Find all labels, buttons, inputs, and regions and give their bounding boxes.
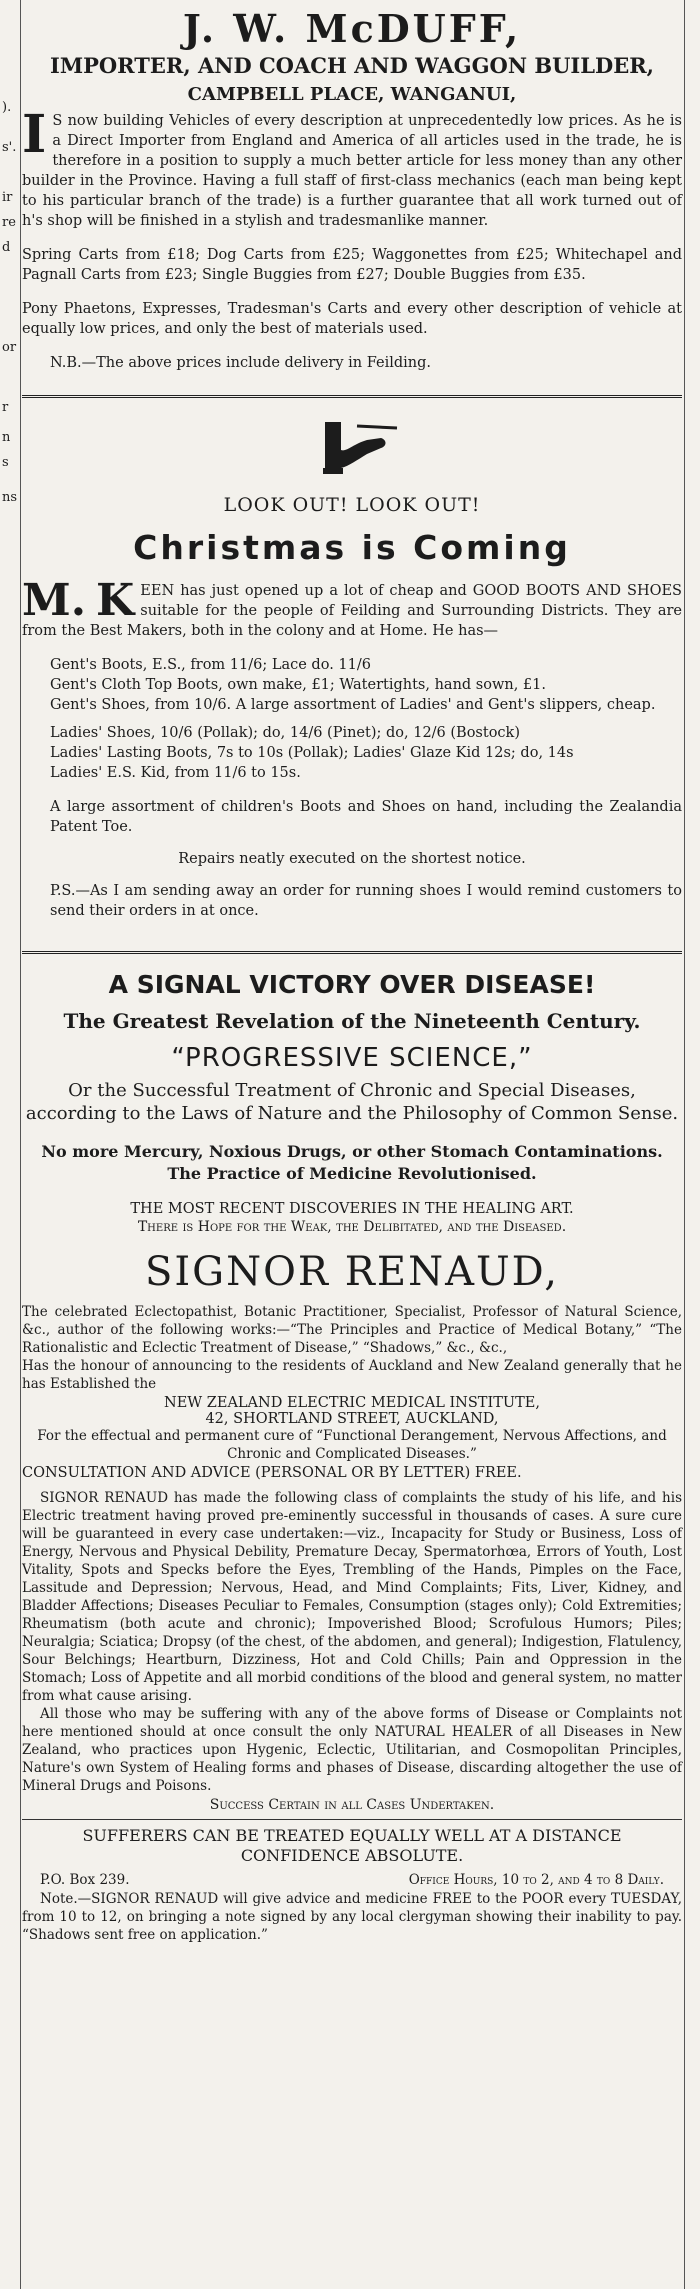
keen-ps: P.S.—As I am sending away an order for running shoes I would remind customers to send their orders in at once. [50,883,682,919]
list-item: Gent's Boots, E.S., from 11/6; Lace do. 11/6 [50,657,371,673]
mcduff-address: CAMPBELL PLACE, WANGANUI, [187,84,517,105]
list-item: Ladies' E.S. Kid, from 11/6 to 15s. [50,765,301,781]
mcduff-body [22,104,682,231]
list-item: Ladies' Lasting Boots, 7s to 10s (Pollak); Ladies' Glaze Kid 12s; do, 14s [50,745,574,761]
mcduff-prices: Spring Carts from £18; Dog Carts from £25; Waggonettes from £25; Whitechapel and Pagnall Carts from £23; Single Buggies from £27; Double Buggies from £35. [22,247,682,283]
christmas-heading: Christmas is Coming [133,528,571,567]
keen-boots-advertisement [22,416,682,921]
list-item: Ladies' Shoes, 10/6 (Pollak); do, 14/6 (Pinet); do, 12/6 (Bostock) [50,725,520,741]
list-item: Gent's Cloth Top Boots, own make, £1; Watertights, hand sown, £1. [50,677,546,693]
section-rule [22,951,682,954]
margin-fragment: ). [2,100,12,115]
keen-intro [22,575,682,641]
renaud-hours: Office Hours, 10 to 2, and 4 to 8 Daily. [408,1872,664,1888]
newspaper-column [22,0,682,1944]
renaud-note: Note.—SIGNOR RENAUD will give advice and medicine FREE to the POOR every TUESDAY, from 10 to 12, on bringing a note signed by any local clergyman showing their inability to pay. “Shadows sent free on application.” [22,1891,682,1943]
renaud-hope: There is Hope for the Weak, the Delibitated, and the Diseased. [137,1219,567,1235]
renaud-title: “PROGRESSIVE SCIENCE,” [171,1043,533,1073]
margin-fragment: ir [2,190,13,205]
dropcap-letter: I [22,104,47,165]
renaud-pobox: P.O. Box 239. [40,1872,130,1888]
boot-icon [22,416,682,484]
margin-fragment: s'. [2,140,17,155]
renaud-institute: NEW ZEALAND ELECTRIC MEDICAL INSTITUTE, [164,1395,540,1411]
renaud-sub2: Or the Successful Treatment of Chronic and Special Diseases, according to the Laws of Nature and the Philosophy of Common Sense. [25,1080,679,1124]
renaud-cure: For the effectual and permanent cure of “Functional Derangement, Nervous Affections, and Chronic and Complicated Diseases.” [37,1428,667,1462]
keen-childrens: A large assortment of children's Boots and Shoes on hand, including the Zealandia Patent Toe. [50,799,682,835]
keen-price-list [22,655,682,783]
margin-fragment: r [2,400,9,415]
renaud-consult: CONSULTATION AND ADVICE (PERSONAL OR BY LETTER) FREE. [22,1465,522,1481]
renaud-success: Success Certain in all Cases Undertaken. [209,1797,495,1813]
list-item: Gent's Shoes, from 10/6. A large assortment of Ladies' and Gent's slippers, cheap. [50,697,656,713]
margin-fragment: or [2,340,17,355]
keen-intro-text: EEN has just opened up a lot of cheap and GOOD BOOTS AND SHOES suitable for the people of Feilding and Surrounding Districts. They are from the Best Makers, both in the colony and at Home. He has— [22,583,682,639]
renaud-advertisement [22,970,682,1944]
margin-fragment: d [2,240,11,255]
renaud-sub1: The Greatest Revelation of the Nineteenth Century. [63,1009,641,1033]
margin-fragment: n [2,430,11,445]
renaud-desc: The celebrated Eclectopathist, Botanic Practitioner, Specialist, Professor of Natural Science, &c., author of the following works:—“The Principles and Practice of Medical Botany,” “The Rationalistic and Eclectic Treatment of Disease,” “Shadows,” &c., &c., [22,1304,682,1356]
renaud-name: SIGNOR RENAUD, [144,1249,560,1295]
left-column-fragments [0,0,20,2289]
renaud-sub3: No more Mercury, Noxious Drugs, or other Stomach Contaminations. The Practice of Medicine Revolutionised. [41,1142,663,1183]
mcduff-other-vehicles: Pony Phaetons, Expresses, Tradesman's Carts and every other description of vehicle at equally low prices, and only the best of materials used. [22,301,682,337]
mcduff-body-text: S now building Vehicles of every description at unprecedentedly low prices. As he is a Direct Importer from England and America of all articles used in the trade, he is therefore in a position to supply a much better article for less money than any other builder in the Province. Having a full staff of first-class mechanics (each man being kept to his particular branch of the trade) is a further guarantee that all work turned out of h's shop will be finished in a stylish and tradesmanlike manner. [22,113,682,229]
mcduff-title: IMPORTER, AND COACH AND WAGGON BUILDER, [50,53,654,78]
dropcap-k: K [96,575,135,626]
renaud-contact-row [22,1872,682,1888]
renaud-honour: Has the honour of announcing to the residents of Auckland and New Zealand generally that he has Established the [22,1358,682,1392]
renaud-recent: THE MOST RECENT DISCOVERIES IN THE HEALING ART. [130,1201,574,1217]
renaud-body1: SIGNOR RENAUD has made the following class of complaints the study of his life, and his Electric treatment having proved pre-eminently successful in thousands of cases. A sure cure will be guaranteed in every case undertaken:—viz., Incapacity for Study or Business, Loss of Energy, Nervous and Physical Debility, Premature Decay, Spermatorhœa, Errors of Youth, Lost Vitality, Spots and Specks before the Eyes, Trembling of the Hands, Pimples on the Face, Lassitude and Depression; Nervous, Head, and Mind Complaints; Fits, Liver, Kidney, and Bladder Affections; Diseases Peculiar to Females, Consumption (stages only); Cold Extremities; Rheumatism (both acute and chronic); Impoverished Blood; Scrofulous Humors; Piles; Neuralgia; Sciatica; Dropsy (of the chest, of the abdomen, and general); Indigestion, Flatulency, Sour Belchings; Heartburn, Dizziness, Hot and Cold Chills; Pain and Oppression in the Stomach; Loss of Appetite and all morbid conditions of the blood and general system, no matter from what cause arising. [22,1490,682,1704]
renaud-headline: A SIGNAL VICTORY OVER DISEASE! [108,970,596,999]
section-rule [22,1819,682,1820]
right-column-fragments [684,0,700,2289]
column-divider-left [20,0,21,2289]
margin-fragment: re [2,215,16,230]
mcduff-nb: N.B.—The above prices include delivery in Feilding. [50,355,432,371]
lookout-heading: LOOK OUT! LOOK OUT! [223,494,481,516]
section-rule [22,395,682,398]
dropcap-m: M. [22,575,87,626]
keen-repairs: Repairs neatly executed on the shortest notice. [178,851,526,867]
renaud-distance: SUFFERERS CAN BE TREATED EQUALLY WELL AT A DISTANCE CONFIDENCE ABSOLUTE. [82,1826,622,1865]
margin-fragment: ns [2,490,18,505]
mcduff-name: J. W. McDUFF, [182,6,522,51]
renaud-body2: All those who may be suffering with any of the above forms of Disease or Complaints not here mentioned should at once consult the only NATURAL HEALER of all Diseases in New Zealand, who practices upon Hygenic, Eclectic, Utilitarian, and Cosmopolitan Principles, Nature's own System of Healing forms and phases of Disease, discarding altogether the use of Mineral Drugs and Poisons. [22,1706,682,1794]
margin-fragment: s [2,455,9,470]
renaud-street: 42, SHORTLAND STREET, AUCKLAND, [205,1411,499,1427]
mcduff-advertisement [22,0,682,373]
